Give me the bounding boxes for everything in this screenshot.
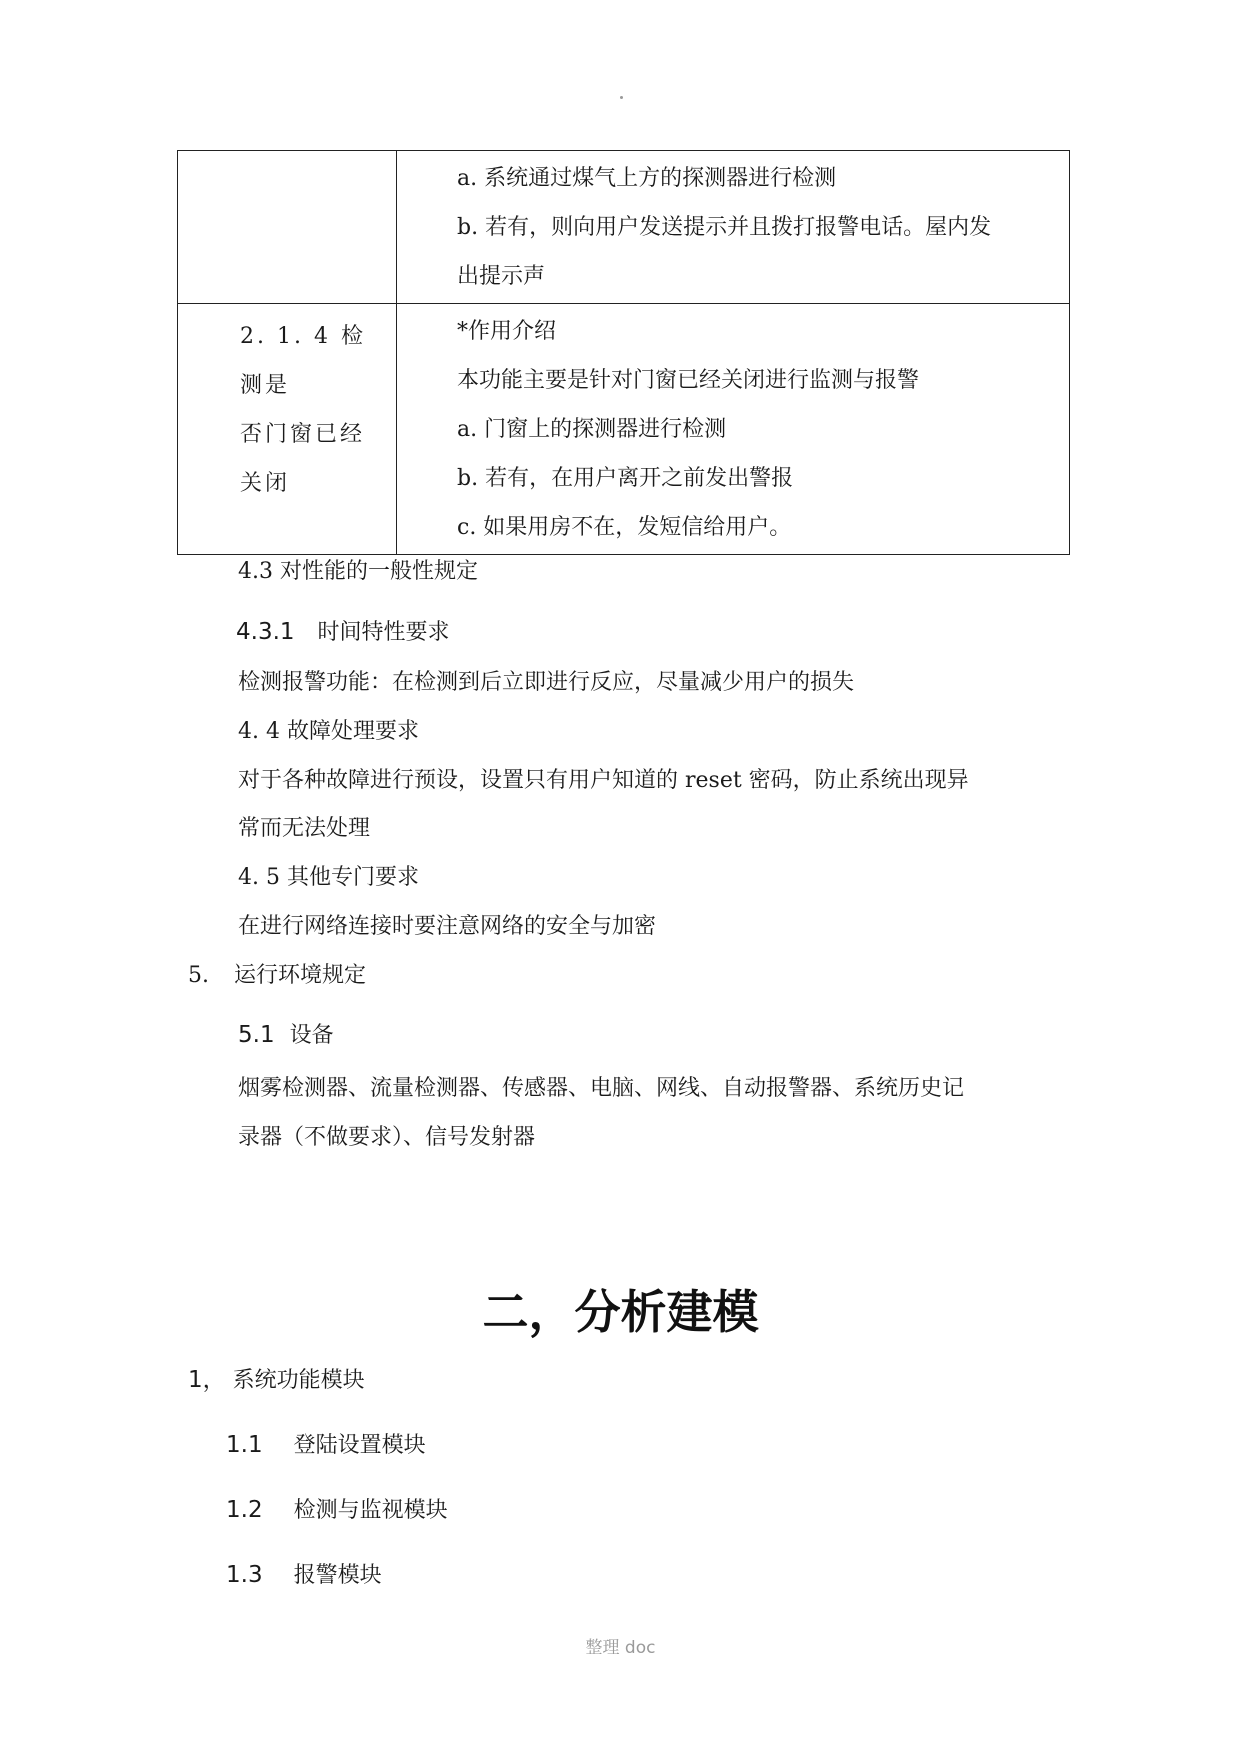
table-line: a. 系统通过煤气上方的探测器进行检测 bbox=[457, 166, 837, 191]
label-line: 关闭 bbox=[240, 471, 291, 496]
table-cell-content bbox=[397, 151, 1070, 304]
section-4-5-title: 4. 5 其他专门要求 bbox=[238, 865, 419, 890]
table-row bbox=[178, 151, 1070, 304]
requirements-table bbox=[177, 150, 1070, 555]
table-line: c. 如果用房不在，发短信给用户。 bbox=[457, 515, 792, 540]
section-title: 运行环境规定 bbox=[234, 963, 367, 988]
item-label: 登陆设置模块 bbox=[293, 1433, 426, 1458]
section-4-3-1-heading bbox=[236, 616, 450, 649]
table-cell-content bbox=[397, 304, 1070, 555]
list-item bbox=[226, 1429, 426, 1462]
section-4-4-body-line: 对于各种故障进行预设，设置只有用户知道的 reset 密码，防止系统出现异 bbox=[238, 768, 969, 793]
section-title: 系统功能模块 bbox=[232, 1368, 365, 1393]
section-number: 5. bbox=[188, 963, 209, 988]
chapter-title: 二，分析建模 bbox=[482, 1285, 759, 1339]
empty-label-cell bbox=[178, 151, 396, 298]
section-5-heading bbox=[188, 960, 366, 992]
section-4-5-body: 在进行网络连接时要注意网络的安全与加密 bbox=[238, 914, 657, 939]
table-line: 本功能主要是针对门窗已经关闭进行监测与报警 bbox=[457, 368, 920, 393]
label-line: 2. 1. 4 检测是 bbox=[240, 324, 366, 398]
label-line: 否门窗已经 bbox=[240, 422, 366, 447]
table-line: a. 门窗上的探测器进行检测 bbox=[457, 417, 727, 442]
section-4-4-body-line: 常而无法处理 bbox=[238, 816, 371, 841]
item-number: 1.3 bbox=[226, 1562, 263, 1588]
table-line: 出提示声 bbox=[457, 264, 546, 289]
header-dot-mark bbox=[620, 96, 623, 99]
page-footer: 整理 doc bbox=[585, 1638, 656, 1658]
section-number: 1， bbox=[188, 1367, 226, 1393]
item-number: 1.2 bbox=[226, 1497, 263, 1523]
list-item bbox=[226, 1494, 448, 1527]
item-label: 检测与监视模块 bbox=[293, 1498, 448, 1523]
section-5-1-heading bbox=[238, 1019, 334, 1052]
section-5-1-body-line: 烟雾检测器、流量检测器、传感器、电脑、网线、自动报警器、系统历史记 bbox=[238, 1076, 965, 1101]
section-5-1-body-line: 录器（不做要求）、信号发射器 bbox=[238, 1125, 536, 1150]
table-cell-label bbox=[178, 151, 397, 304]
section-number: 5.1 bbox=[238, 1022, 275, 1048]
section-4-3-1-body: 检测报警功能：在检测到后立即进行反应，尽量减少用户的损失 bbox=[238, 670, 855, 695]
table-line: b. 若有，则向用户发送提示并且拨打报警电话。屋内发 bbox=[457, 215, 992, 240]
item-label: 报警模块 bbox=[293, 1563, 382, 1588]
section-4-3-title: 4.3 对性能的一般性规定 bbox=[238, 559, 478, 584]
table-cell-label bbox=[178, 304, 397, 555]
section-4-4-title: 4. 4 故障处理要求 bbox=[238, 719, 419, 744]
section-title: 时间特性要求 bbox=[317, 620, 450, 645]
list-item bbox=[226, 1559, 382, 1592]
section-1-heading bbox=[188, 1364, 365, 1397]
table-line: *作用介绍 bbox=[457, 319, 557, 344]
section-number: 4.3.1 bbox=[236, 619, 295, 645]
table-row bbox=[178, 304, 1070, 555]
table-line: b. 若有，在用户离开之前发出警报 bbox=[457, 466, 794, 491]
section-title: 设备 bbox=[289, 1023, 334, 1048]
item-number: 1.1 bbox=[226, 1432, 263, 1458]
